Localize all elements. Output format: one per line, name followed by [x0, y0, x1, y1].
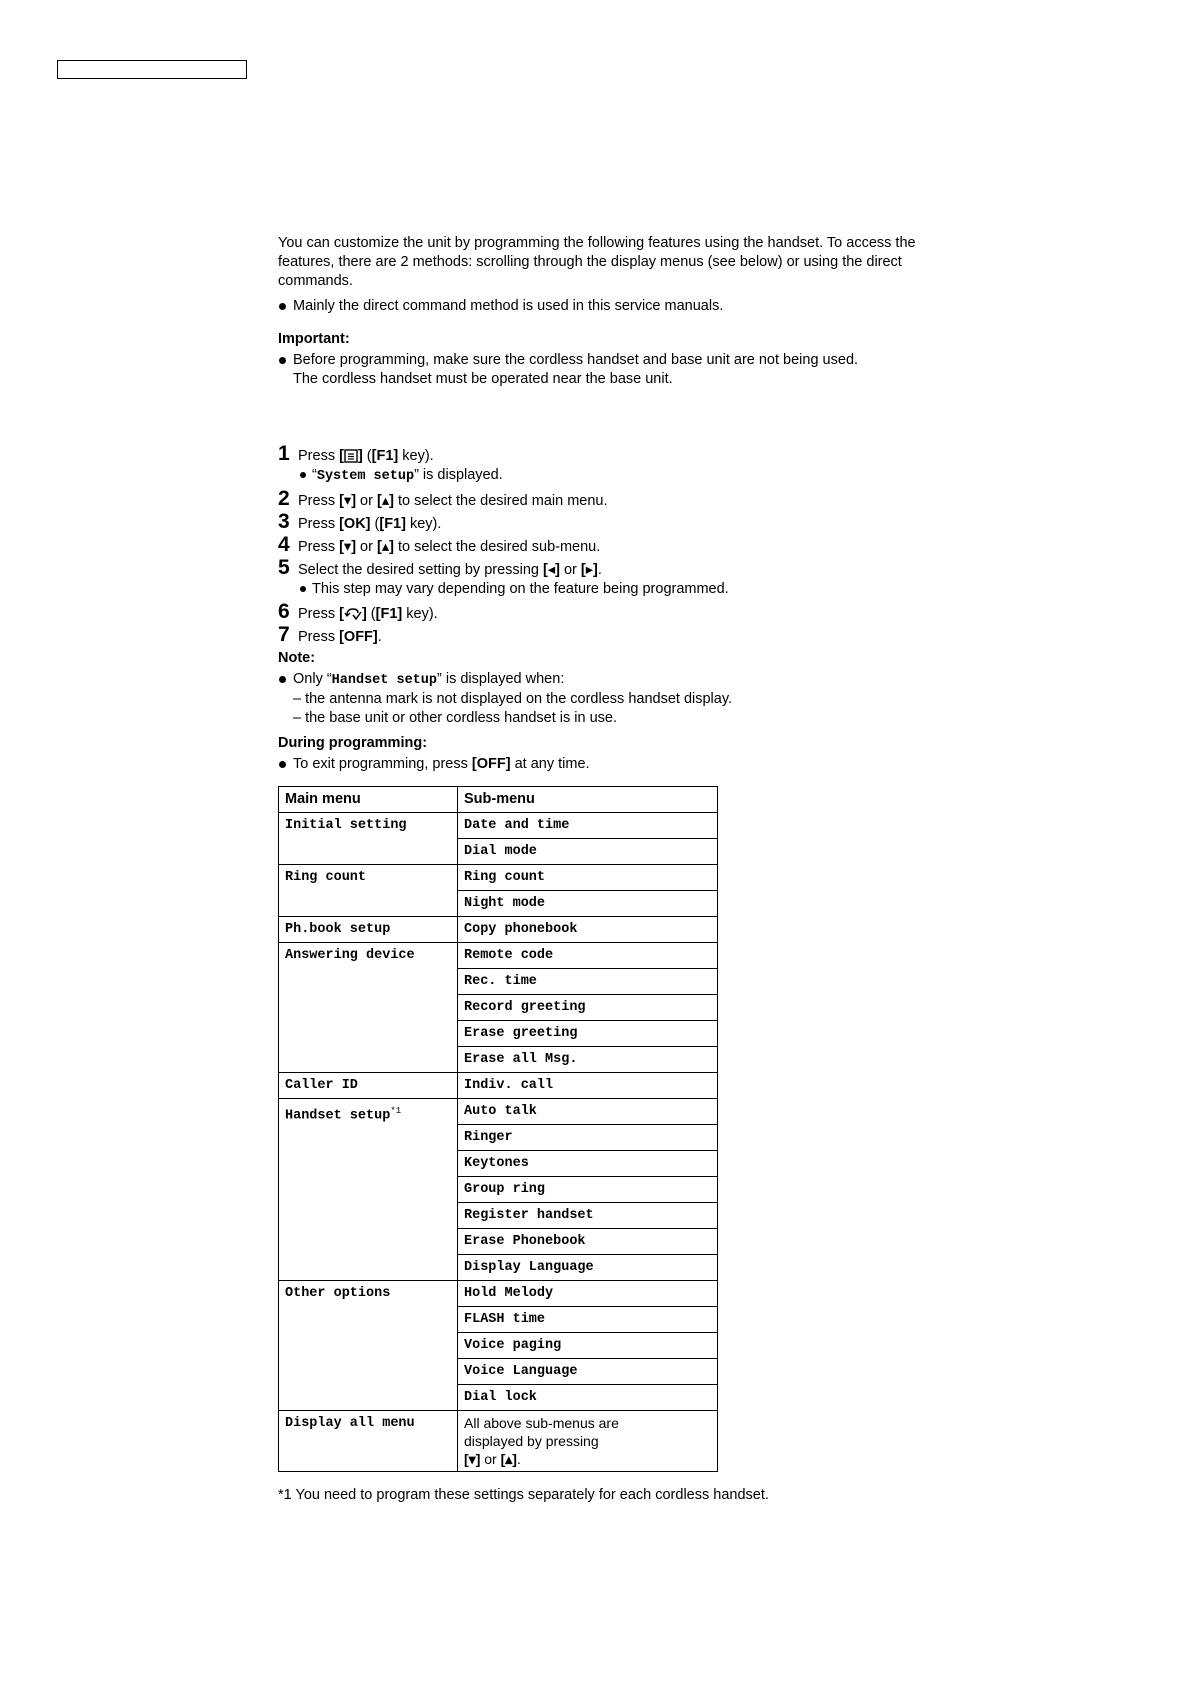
note-heading: Note: [278, 650, 316, 666]
header-box [57, 60, 247, 79]
f1-key: [F1] [371, 448, 399, 464]
sub-menu-cell: Rec. time [458, 969, 718, 995]
sub-menu-cell: All above sub-menus are displayed by pressing [▾] or [▴]. [458, 1411, 718, 1472]
note-bullet: Only “Handset setup” is displayed when: [278, 670, 918, 690]
sub-menu-cell: Record greeting [458, 995, 718, 1021]
off-key: [OFF] [471, 756, 511, 772]
step-6: 6 Press [ ] ([F1] key). [278, 600, 438, 623]
step-1-sub: “System setup” is displayed. [278, 466, 918, 486]
step-number: 3 [278, 510, 290, 533]
step-1-text: Press [298, 448, 340, 464]
note-dash-1: – the antenna mark is not displayed on the cordless handset display. [293, 691, 733, 707]
main-menu-cell [279, 1099, 458, 1281]
display-text: System setup [316, 469, 415, 484]
step-number: 5 [278, 556, 290, 579]
sub-menu-cell: Ring count [458, 865, 718, 891]
sub-menu-cell: Hold Melody [458, 1281, 718, 1307]
steps-list [278, 443, 918, 647]
sub-menu-cell: Indiv. call [458, 1073, 718, 1099]
handset-setup-label: Handset setup [285, 1108, 391, 1124]
header-main-menu: Main menu [279, 787, 458, 813]
intro-paragraph: You can customize the unit by programming the following features using the handset. To access the features, there are 2 methods: scrolling through the display menus (see below) or using the direct commands. [278, 235, 916, 289]
sub-menu-cell: Date and time [458, 813, 718, 839]
sub-menu-cell: FLASH time [458, 1307, 718, 1333]
save-icon [344, 607, 362, 621]
note-dash-2: – the base unit or other cordless handset is in use. [293, 710, 618, 726]
sub-menu-cell: Erase Phonebook [458, 1229, 718, 1255]
down-key: [▾] [464, 1451, 481, 1467]
main-menu-cell: Display all menu [279, 1411, 458, 1472]
menu-table [278, 786, 718, 1472]
sub-menu-cell: Voice paging [458, 1333, 718, 1359]
table-row [279, 1099, 718, 1125]
main-menu-cell: Answering device [279, 943, 458, 1073]
table-row [279, 917, 718, 943]
off-key: [OFF] [339, 629, 378, 645]
up-key: [▴] [500, 1451, 517, 1467]
sub-menu-cell: Night mode [458, 891, 718, 917]
important-line1: Before programming, make sure the cordless handset and base unit are not being used. [293, 352, 859, 368]
down-key: [▾] [339, 493, 357, 509]
intro-bullet: Mainly the direct command method is used in this service manuals. [278, 297, 918, 316]
step-number: 1 [278, 442, 290, 465]
step-2: 2 Press [▾] or [▴] to select the desired main menu. [278, 487, 608, 510]
main-menu-cell: Ring count [279, 865, 458, 917]
sub-menu-cell: Copy phonebook [458, 917, 718, 943]
step-number: 2 [278, 487, 290, 510]
during-heading: During programming: [278, 735, 428, 751]
main-menu-cell: Caller ID [279, 1073, 458, 1099]
sub-menu-cell: Keytones [458, 1151, 718, 1177]
sub-menu-cell: Voice Language [458, 1359, 718, 1385]
header-sub-menu: Sub-menu [458, 787, 718, 813]
step-4: 4 Press [▾] or [▴] to select the desired sub-menu. [278, 533, 601, 556]
sub-menu-cell: Group ring [458, 1177, 718, 1203]
important-bullet [278, 351, 918, 389]
main-menu-cell: Other options [279, 1281, 458, 1411]
step-5: 5 Select the desired setting by pressing [◂] or [▸]. [278, 556, 602, 579]
page-content [278, 234, 918, 1520]
down-key: [▾] [339, 539, 357, 555]
up-key: [▴] [376, 539, 394, 555]
note-section [278, 649, 918, 774]
f1-key: [F1] [375, 606, 403, 622]
left-key: [◂] [543, 562, 560, 578]
table-row [279, 865, 718, 891]
sub-menu-cell: Remote code [458, 943, 718, 969]
main-menu-cell: Initial setting [279, 813, 458, 865]
sub-menu-cell: Ringer [458, 1125, 718, 1151]
table-header-row [279, 787, 718, 813]
step-number: 6 [278, 600, 290, 623]
sub-menu-cell: Erase greeting [458, 1021, 718, 1047]
important-line2: The cordless handset must be operated near the base unit. [293, 371, 673, 387]
step-number: 4 [278, 533, 290, 556]
menu-icon [344, 449, 358, 463]
table-row [279, 1073, 718, 1099]
step-number: 7 [278, 623, 290, 646]
step-7: 7 Press [OFF]. [278, 623, 382, 646]
main-menu-cell: Ph.book setup [279, 917, 458, 943]
sub-menu-cell: Auto talk [458, 1099, 718, 1125]
important-heading: Important: [278, 331, 350, 347]
table-row [279, 1281, 718, 1307]
sub-menu-cell: Register handset [458, 1203, 718, 1229]
footnote: *1 You need to program these settings separately for each cordless handset. [278, 1487, 769, 1503]
sub-menu-cell: Dial lock [458, 1385, 718, 1411]
sub-menu-cell: Display Language [458, 1255, 718, 1281]
table-row [279, 943, 718, 969]
right-key: [▸] [580, 562, 598, 578]
ok-key: [OK] [339, 516, 371, 532]
sub-menu-cell: Erase all Msg. [458, 1047, 718, 1073]
during-bullet: To exit programming, press [OFF] at any time. [278, 755, 918, 774]
display-text: Handset setup [331, 673, 437, 688]
table-row [279, 813, 718, 839]
sub-menu-cell: Dial mode [458, 839, 718, 865]
step-3: 3 Press [OK] ([F1] key). [278, 510, 442, 533]
step-5-sub: This step may vary depending on the feature being programmed. [278, 580, 918, 599]
up-key: [▴] [376, 493, 394, 509]
footnote-marker: *1 [390, 1106, 402, 1116]
table-row [279, 1411, 718, 1472]
step-1: 1 Press [ ] ([F1] key). [278, 442, 434, 465]
f1-key: [F1] [379, 516, 406, 532]
